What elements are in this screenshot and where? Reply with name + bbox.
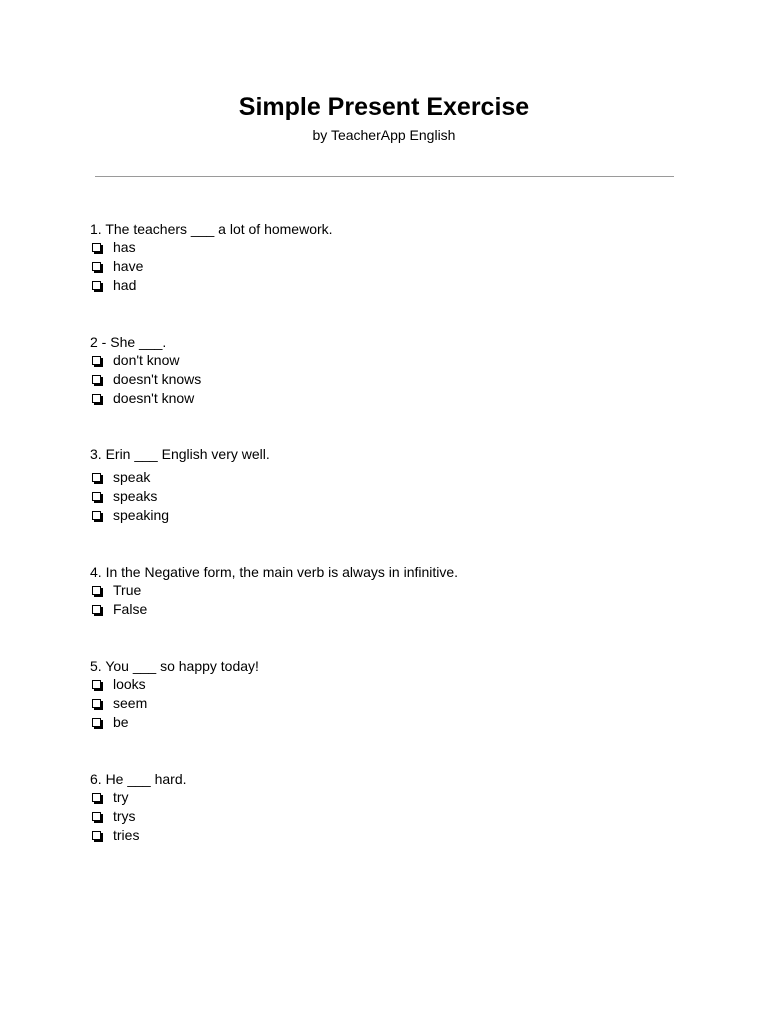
option-item[interactable] — [90, 694, 259, 713]
option-label: doesn't know — [113, 390, 195, 406]
checkbox-icon[interactable] — [92, 605, 101, 614]
option-item[interactable] — [90, 826, 187, 845]
option-label: True — [113, 582, 142, 598]
header-divider — [95, 176, 674, 177]
question-text: 4. In the Negative form, the main verb is always in infinitive. — [90, 564, 459, 580]
option-item[interactable] — [90, 389, 201, 408]
option-list — [90, 581, 458, 619]
page-title: Simple Present Exercise — [238, 93, 530, 121]
checkbox-icon[interactable] — [92, 511, 101, 520]
option-label: speak — [113, 469, 151, 485]
option-item[interactable] — [90, 468, 270, 487]
option-item[interactable] — [90, 581, 458, 600]
option-item[interactable] — [90, 506, 270, 525]
option-label: had — [113, 277, 137, 293]
checkbox-icon[interactable] — [92, 394, 101, 403]
checkbox-icon[interactable] — [92, 793, 101, 802]
checkbox-icon[interactable] — [92, 473, 101, 482]
checkbox-icon[interactable] — [92, 680, 101, 689]
option-label: have — [113, 258, 144, 274]
option-label: trys — [113, 808, 136, 824]
checkbox-icon[interactable] — [92, 586, 101, 595]
checkbox-icon[interactable] — [92, 375, 101, 384]
question-text: 5. You ___ so happy today! — [90, 658, 259, 674]
option-label: speaking — [113, 507, 170, 523]
option-item[interactable] — [90, 788, 187, 807]
question-3 — [90, 445, 270, 525]
option-list — [90, 788, 187, 845]
option-list — [90, 468, 270, 525]
option-list — [90, 238, 333, 295]
option-label: be — [113, 714, 129, 730]
checkbox-icon[interactable] — [92, 243, 101, 252]
question-text: 6. He ___ hard. — [90, 771, 187, 787]
question-6 — [90, 770, 187, 845]
option-label: seem — [113, 695, 148, 711]
question-4 — [90, 563, 458, 619]
question-text: 3. Erin ___ English very well. — [90, 446, 270, 462]
option-item[interactable] — [90, 713, 259, 732]
option-item[interactable] — [90, 370, 201, 389]
checkbox-icon[interactable] — [92, 831, 101, 840]
option-item[interactable] — [90, 351, 201, 370]
option-item[interactable] — [90, 600, 458, 619]
checkbox-icon[interactable] — [92, 262, 101, 271]
question-5 — [90, 657, 259, 732]
question-text: 2 - She ___. — [90, 334, 167, 350]
option-item[interactable] — [90, 675, 259, 694]
option-label: doesn't knows — [113, 371, 202, 387]
checkbox-icon[interactable] — [92, 281, 101, 290]
checkbox-icon[interactable] — [92, 492, 101, 501]
option-item[interactable] — [90, 487, 270, 506]
option-label: False — [113, 601, 148, 617]
option-list — [90, 675, 259, 732]
option-item[interactable] — [90, 276, 333, 295]
question-2 — [90, 333, 201, 408]
option-list — [90, 351, 201, 408]
option-label: looks — [113, 676, 146, 692]
question-1 — [90, 220, 333, 295]
checkbox-icon[interactable] — [92, 812, 101, 821]
option-item[interactable] — [90, 807, 187, 826]
page-subtitle: by TeacherApp English — [312, 127, 456, 143]
option-item[interactable] — [90, 257, 333, 276]
checkbox-icon[interactable] — [92, 356, 101, 365]
option-label: has — [113, 239, 136, 255]
option-label: don't know — [113, 352, 180, 368]
checkbox-icon[interactable] — [92, 718, 101, 727]
option-label: speaks — [113, 488, 158, 504]
question-text: 1. The teachers ___ a lot of homework. — [90, 221, 333, 237]
option-item[interactable] — [90, 238, 333, 257]
option-label: try — [113, 789, 129, 805]
checkbox-icon[interactable] — [92, 699, 101, 708]
option-label: tries — [113, 827, 140, 843]
